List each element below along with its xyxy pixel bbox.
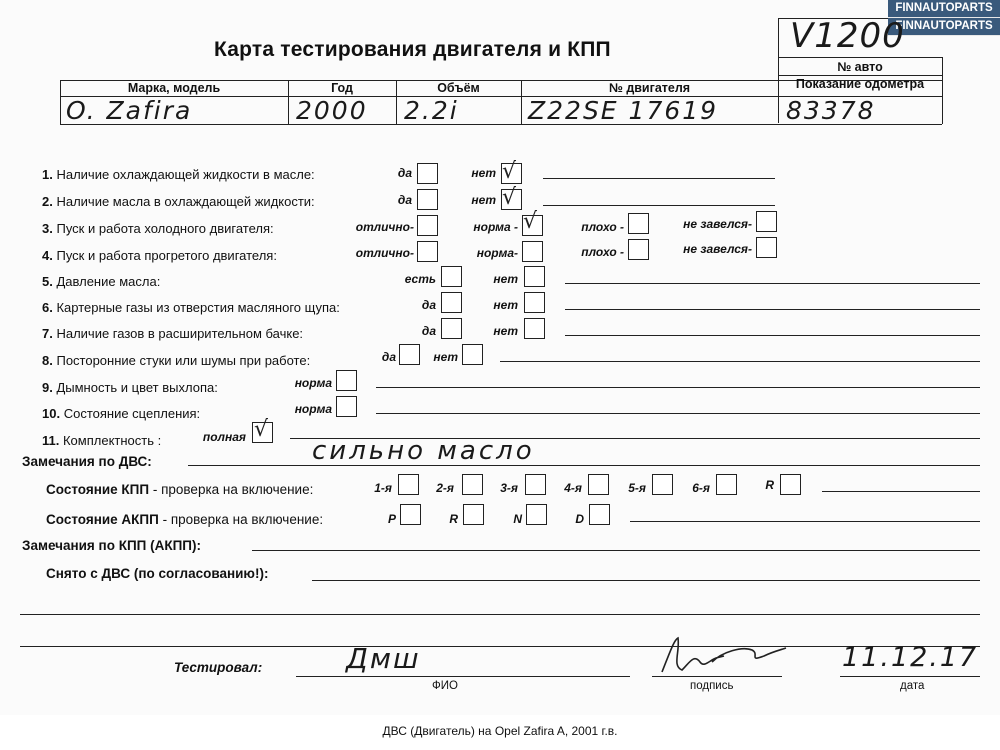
checkbox-no-5[interactable]: [524, 266, 545, 287]
checkbox-akpp-r[interactable]: [463, 504, 484, 525]
akpp-d-label: D: [575, 512, 584, 526]
date-caption: дата: [900, 680, 925, 692]
make-model-value: O. Zafira: [66, 96, 193, 125]
check-9: 9. Дымность и цвет выхлопа:: [42, 380, 218, 395]
remarks-engine-value: сильно масло: [312, 436, 535, 466]
checkbox-gear-3[interactable]: [525, 474, 546, 495]
checkbox-not-started-4[interactable]: [756, 237, 777, 258]
checkbox-gear-2[interactable]: [462, 474, 483, 495]
check-1: 1. Наличие охлаждающей жидкости в масле:: [42, 167, 315, 182]
watermark-logo: [888, 0, 1000, 36]
opt-no-7: нет: [493, 324, 518, 338]
vehicle-number-value: V1200: [790, 16, 905, 56]
opt-no-6: нет: [493, 298, 518, 312]
opt-excellent-4: отлично-: [355, 246, 414, 260]
check-8: 8. Посторонние стуки или шумы при работе:: [42, 353, 311, 368]
opt-no-2: нет: [471, 193, 496, 207]
akpp-r-label: R: [449, 512, 458, 526]
col-engine-number: № двигателя: [608, 81, 691, 95]
engine-number-value: Z22SE 17619: [528, 96, 719, 125]
gear-1-label: 1-я: [374, 481, 392, 495]
checkbox-gear-5[interactable]: [652, 474, 673, 495]
gear-r-label: R: [765, 478, 774, 492]
akpp-p-label: P: [387, 512, 396, 526]
checkbox-yes-1[interactable]: [417, 163, 438, 184]
check-mark-normal-3: √: [523, 209, 538, 234]
vehicle-number-label: № авто: [837, 60, 883, 74]
check-3: 3. Пуск и работа холодного двигателя:: [42, 221, 274, 236]
opt-yes-6: да: [421, 298, 436, 312]
check-6: 6. Картерные газы из отверстия масляного щупа:: [42, 300, 340, 315]
checkbox-bad-4[interactable]: [628, 239, 649, 260]
gear-6-label: 6-я: [692, 481, 710, 495]
removed-label: Снято с ДВС (по согласованию!):: [46, 566, 269, 581]
opt-yes-1: да: [397, 166, 412, 180]
opt-yes-2: да: [397, 193, 412, 207]
opt-bad-4: плохо -: [581, 245, 624, 259]
opt-normal-4: норма-: [476, 246, 518, 260]
name-caption: ФИО: [432, 680, 458, 692]
opt-yes-7: да: [421, 324, 436, 338]
tested-by-label: Тестировал:: [174, 660, 263, 675]
opt-full-11: полная: [202, 430, 246, 444]
akpp-n-label: N: [513, 512, 522, 526]
opt-not-started-3: не завелся-: [683, 217, 752, 231]
checkbox-bad-3[interactable]: [628, 213, 649, 234]
opt-no-5: нет: [493, 272, 518, 286]
date-value: 11.12.17: [842, 642, 979, 673]
checkbox-akpp-d[interactable]: [589, 504, 610, 525]
opt-present-5: есть: [404, 272, 436, 286]
checkbox-yes-8[interactable]: [399, 344, 420, 365]
checkbox-yes-6[interactable]: [441, 292, 462, 313]
page-title: Карта тестирования двигателя и КПП: [214, 38, 611, 61]
opt-excellent-3: отлично-: [355, 220, 414, 234]
signature-caption: подпись: [690, 680, 734, 692]
checkbox-yes-2[interactable]: [417, 189, 438, 210]
remarks-kpp-label: Замечания по КПП (АКПП):: [22, 538, 201, 553]
checkbox-gear-1[interactable]: [398, 474, 419, 495]
check-4: 4. Пуск и работа прогретого двигателя:: [42, 248, 277, 263]
year-value: 2000: [296, 96, 368, 125]
akpp-row: Состояние АКПП - проверка на включение:: [46, 512, 324, 527]
checkbox-akpp-n[interactable]: [526, 504, 547, 525]
gear-4-label: 4-я: [564, 481, 582, 495]
kpp-row: Состояние КПП - проверка на включение:: [46, 482, 314, 497]
checkbox-normal-10[interactable]: [336, 396, 357, 417]
gear-3-label: 3-я: [500, 481, 518, 495]
col-make-model: Марка, модель: [127, 81, 221, 95]
checkbox-no-7[interactable]: [524, 318, 545, 339]
col-volume: Объём: [437, 81, 480, 95]
checkbox-no-6[interactable]: [524, 292, 545, 313]
check-7: 7. Наличие газов в расширительном бачке:: [42, 326, 304, 341]
opt-normal-10: норма: [294, 402, 332, 416]
check-2: 2. Наличие масла в охлаждающей жидкости:: [42, 194, 315, 209]
opt-yes-8: да: [381, 350, 396, 364]
checkbox-not-started-3[interactable]: [756, 211, 777, 232]
check-mark-no-2: √: [502, 185, 517, 210]
col-year: Год: [331, 81, 353, 95]
checkbox-gear-6[interactable]: [716, 474, 737, 495]
checkbox-yes-7[interactable]: [441, 318, 462, 339]
check-11: 11. Комплектность :: [42, 433, 162, 448]
image-caption: ДВС (Двигатель) на Opel Zafira A, 2001 г.в.: [382, 724, 618, 738]
signature-image: [652, 632, 792, 680]
watermark-line-2: FINNAUTOPARTS: [888, 18, 1000, 36]
check-mark-no-1: √: [502, 159, 517, 184]
opt-not-started-4: не завелся-: [683, 242, 752, 256]
tester-name-value: Дмш: [346, 642, 421, 675]
checkbox-gear-r[interactable]: [780, 474, 801, 495]
check-mark-full-11: √: [254, 417, 269, 442]
checkbox-akpp-p[interactable]: [400, 504, 421, 525]
checkbox-gear-4[interactable]: [588, 474, 609, 495]
gear-5-label: 5-я: [628, 481, 646, 495]
checkbox-normal-4[interactable]: [522, 241, 543, 262]
col-odometer: Показание одометра: [795, 77, 925, 91]
checkbox-excellent-4[interactable]: [417, 241, 438, 262]
checkbox-present-5[interactable]: [441, 266, 462, 287]
opt-normal-3: норма -: [473, 220, 518, 234]
opt-no-1: нет: [471, 166, 496, 180]
opt-normal-9: норма: [294, 376, 332, 390]
opt-no-8: нет: [433, 350, 458, 364]
volume-value: 2.2i: [404, 96, 459, 125]
check-10: 10. Состояние сцепления:: [42, 406, 201, 421]
check-5: 5. Давление масла:: [42, 274, 161, 289]
odometer-value: 83378: [786, 96, 876, 125]
checkbox-excellent-3[interactable]: [417, 215, 438, 236]
checkbox-no-8[interactable]: [462, 344, 483, 365]
checkbox-normal-9[interactable]: [336, 370, 357, 391]
remarks-engine-label: Замечания по ДВС:: [22, 454, 152, 469]
gear-2-label: 2-я: [436, 481, 454, 495]
opt-bad-3: плохо -: [581, 220, 624, 234]
watermark-line-1: FINNAUTOPARTS: [888, 0, 1000, 18]
